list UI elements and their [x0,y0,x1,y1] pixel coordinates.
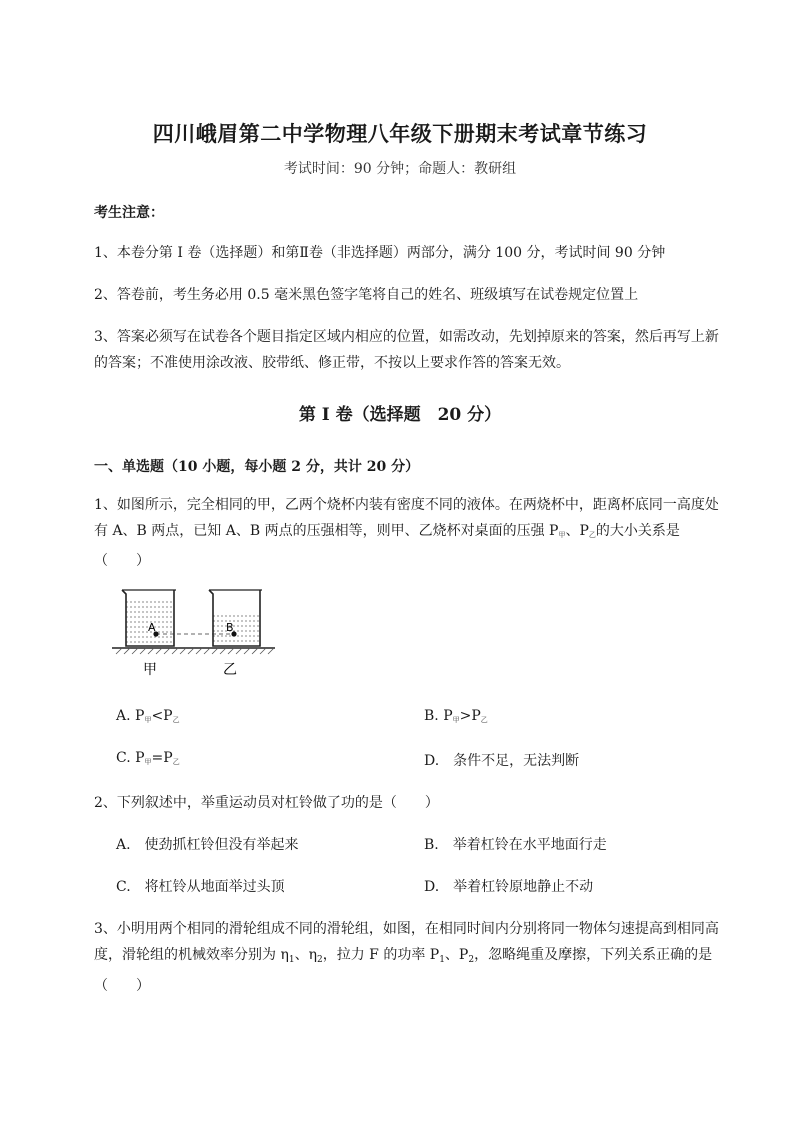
q2-option-b[interactable]: B. 举着杠铃在水平地面行走 [424,837,607,853]
question-1-stem [94,492,724,574]
notice-item-1: 1、本卷分第 I 卷（选择题）和第Ⅱ卷（非选择题）两部分，满分 100 分，考试时间 90 分钟 [94,245,666,261]
q3-line2-e: ，忽略绳重及摩擦，下列关系正确的是 [474,947,713,963]
q1-stem-text-b: 的大小关系是（ ） [94,523,680,569]
q1-option-d[interactable]: D. 条件不足，无法判断 [424,753,580,769]
q1-option-c-prefix: C. [116,750,131,766]
q3-p1-sub: 1 [439,955,445,965]
q1-option-a-rel: <P [151,708,173,724]
beakers-diagram [110,582,280,682]
q1-option-c-sub2: 乙 [172,758,180,766]
q1-option-a-p1: P [135,708,145,724]
q1-option-c-rel: =P [151,750,173,766]
notice-item-3: 3、答案必须写在试卷各个题目指定区域内相应的位置，如需改动，先划掉原来的答案，然后再写上新的答案；不准使用涂改液、胶带纸、修正带，不按以上要求作答的答案无效。 [94,329,719,371]
label-a: A [148,621,156,634]
q3-p2-sub: 2 [468,955,475,965]
q1-option-b-p1: P [443,708,453,724]
q1-option-b[interactable] [424,708,488,725]
q1-option-a-sub1: 甲 [144,716,152,724]
q1-option-a-sub2: 乙 [172,716,180,724]
label-b: B [226,621,234,634]
q1-option-b-rel: >P [459,708,481,724]
q3-line2-c: ，拉力 F 的功率 P [322,947,440,963]
notice-item-2: 2、答卷前，考生务必用 0.5 毫米黑色签字笔将自己的姓名、班级填写在试卷规定位置上 [94,287,639,303]
q3-eta2-sub: 2 [316,955,323,965]
q1-stem-text-a: 1、如图所示，完全相同的甲，乙两个烧杯内装有密度不同的液体。在两烧杯中，距离杯底同一高度处有 A、B 两点，已知 A、B 两点的压强相等，则甲、乙烧杯对桌面的压强 P [94,497,719,539]
document-subtitle: 考试时间：90 分钟；命题人：教研组 [283,161,517,177]
q3-line2-d: 、P [444,947,469,963]
beakers-figure [110,582,280,682]
document-title: 四川峨眉第二中学物理八年级下册期末考试章节练习 [152,121,648,146]
q2-option-a[interactable]: A. 使劲抓杠铃但没有举起来 [116,837,299,853]
q1-option-c[interactable] [116,750,180,767]
question-3-stem [94,916,724,999]
q3-line2-b: 、η [294,947,317,963]
q1-stem-sep: 、P [565,523,589,539]
part-heading: 一、单选题（10 小题，每小题 2 分，共计 20 分） [94,459,420,475]
question-2-stem: 2、下列叙述中，举重运动员对杠铃做了功的是（ ） [94,795,439,811]
q3-line-1: 3、小明用两个相同的滑轮组成不同的滑轮组，如图，在相同时间内分别将同一物体匀速提高到相同高 [94,921,719,937]
q1-option-c-p1: P [135,750,145,766]
q1-option-a[interactable] [116,708,180,725]
q1-option-b-sub2: 乙 [480,716,488,724]
q1-option-b-prefix: B. [424,708,439,724]
q1-option-b-sub1: 甲 [452,716,460,724]
notice-heading: 考生注意： [94,205,164,221]
q1-subscript-jia: 甲 [558,531,566,539]
q3-line-3: （ ） [94,978,150,994]
q1-option-c-sub1: 甲 [144,758,152,766]
section-title: 第 I 卷（选择题 20 分） [298,405,502,425]
q2-option-d[interactable]: D. 举着杠铃原地静止不动 [424,879,594,895]
q3-line2-a: 度，滑轮组的机械效率分别为 η [94,947,289,963]
label-jia: 甲 [143,662,157,678]
q3-eta1-sub: 1 [288,955,295,965]
q2-option-c[interactable]: C. 将杠铃从地面举过头顶 [116,879,285,895]
q3-line-2 [94,942,724,973]
label-yi: 乙 [223,662,237,678]
q1-option-a-prefix: A. [116,708,131,724]
q1-subscript-yi: 乙 [588,531,596,539]
